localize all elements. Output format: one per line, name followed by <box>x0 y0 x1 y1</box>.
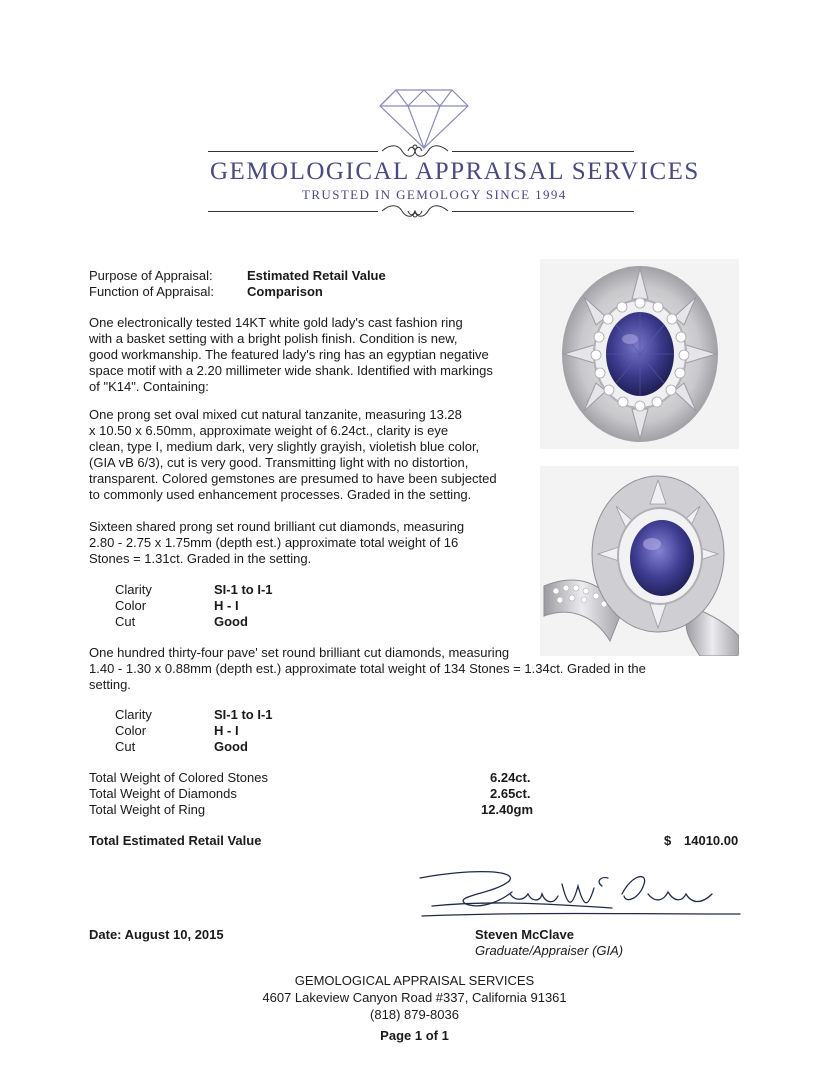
company-tagline: TRUSTED IN GEMOLOGY SINCE 1994 <box>302 187 567 202</box>
description-line: space motif with a 2.20 millimeter wide shank. Identified with markings <box>89 363 493 378</box>
appraiser-title: Graduate/Appraiser (GIA) <box>475 943 624 958</box>
diamonds2-line: setting. <box>89 677 131 692</box>
header <box>0 0 829 240</box>
grade1-color-value: H - I <box>214 598 239 613</box>
grade2-clarity-label: Clarity <box>115 707 152 722</box>
total-ring-value: 12.40gm <box>481 802 534 817</box>
grade1-color-label: Color <box>115 598 147 613</box>
grade1-cut-label: Cut <box>115 614 136 629</box>
total-diamonds-label: Total Weight of Diamonds <box>89 786 237 801</box>
footer-address: 4607 Lakeview Canyon Road #337, California 91361 <box>262 990 567 1005</box>
total-colored-label: Total Weight of Colored Stones <box>89 770 268 785</box>
diamonds2-line: 1.40 - 1.30 x 0.88mm (depth est.) approximate total weight of 134 Stones = 1.34ct. Graded in the <box>89 661 646 676</box>
function-value: Comparison <box>247 284 323 299</box>
grade2-cut-value: Good <box>214 739 248 754</box>
grade1-clarity-value: SI-1 to I-1 <box>214 582 273 597</box>
company-name: GEMOLOGICAL APPRAISAL SERVICES <box>210 158 700 185</box>
ring-photo-angle <box>540 466 739 656</box>
diamond-icon <box>378 86 470 150</box>
page-number: Page 1 of 1 <box>380 1028 449 1043</box>
total-colored-value: 6.24ct. <box>490 770 531 785</box>
grade2-color-label: Color <box>115 723 147 738</box>
tanzanite-line: One prong set oval mixed cut natural tanzanite, measuring 13.28 <box>89 407 462 422</box>
tanzanite-line: transparent. Colored gemstones are presumed to have been subjected <box>89 471 497 486</box>
description-line: of "K14". Containing: <box>89 379 209 394</box>
tanzanite-paragraph <box>89 407 497 503</box>
description-line: One electronically tested 14KT white gold lady's cast fashion ring <box>89 315 463 330</box>
grade2-color-value: H - I <box>214 723 239 738</box>
grade2-cut-label: Cut <box>115 739 136 754</box>
description-line: good workmanship. The featured lady's ring has an egyptian negative <box>89 347 489 362</box>
footer-phone: (818) 879-8036 <box>370 1007 459 1022</box>
purpose-label: Purpose of Appraisal: <box>89 268 213 283</box>
description-paragraph <box>89 315 493 395</box>
grade1-clarity-label: Clarity <box>115 582 152 597</box>
description-line: with a basket setting with a bright polish finish. Condition is new, <box>89 331 458 346</box>
retail-amount: 14010.00 <box>684 833 739 848</box>
appraiser-name: Steven McClave <box>475 927 574 942</box>
ring-photo-top <box>540 259 739 449</box>
tanzanite-line: x 10.50 x 6.50mm, approximate weight of 6.24ct., clarity is eye <box>89 423 449 438</box>
total-diamonds-value: 2.65ct. <box>490 786 531 801</box>
footer <box>0 972 829 1044</box>
bottom-rule-right <box>452 211 634 212</box>
diamonds1-line: Sixteen shared prong set round brilliant cut diamonds, measuring <box>89 519 465 534</box>
flourish-bottom <box>380 202 450 220</box>
signature <box>412 864 742 924</box>
retail-label: Total Estimated Retail Value <box>89 833 262 848</box>
top-rule-right <box>452 151 634 152</box>
total-ring-label: Total Weight of Ring <box>89 802 206 817</box>
grade2-clarity-value: SI-1 to I-1 <box>214 707 273 722</box>
purpose-value: Estimated Retail Value <box>247 268 386 283</box>
top-rule-left <box>208 151 378 152</box>
diamonds1-paragraph <box>89 519 464 567</box>
diamonds2-line: One hundred thirty-four pave' set round brilliant cut diamonds, measuring <box>89 645 510 660</box>
tanzanite-line: clean, type I, medium dark, very slightly grayish, violetish blue color, <box>89 439 480 454</box>
footer-company: GEMOLOGICAL APPRAISAL SERVICES <box>294 973 535 988</box>
function-label: Function of Appraisal: <box>89 284 215 299</box>
tanzanite-line: (GIA vB 6/3), cut is very good. Transmitting light with no distortion, <box>89 455 469 470</box>
diamonds1-line: 2.80 - 2.75 x 1.75mm (depth est.) approximate total weight of 16 <box>89 535 459 550</box>
tanzanite-line: to commonly used enhancement processes. Graded in the setting. <box>89 487 472 502</box>
bottom-rule-left <box>208 211 378 212</box>
retail-currency: $ <box>664 833 672 848</box>
date: Date: August 10, 2015 <box>89 927 224 942</box>
diamonds1-line: Stones = 1.31ct. Graded in the setting. <box>89 551 312 566</box>
grade1-cut-value: Good <box>214 614 248 629</box>
